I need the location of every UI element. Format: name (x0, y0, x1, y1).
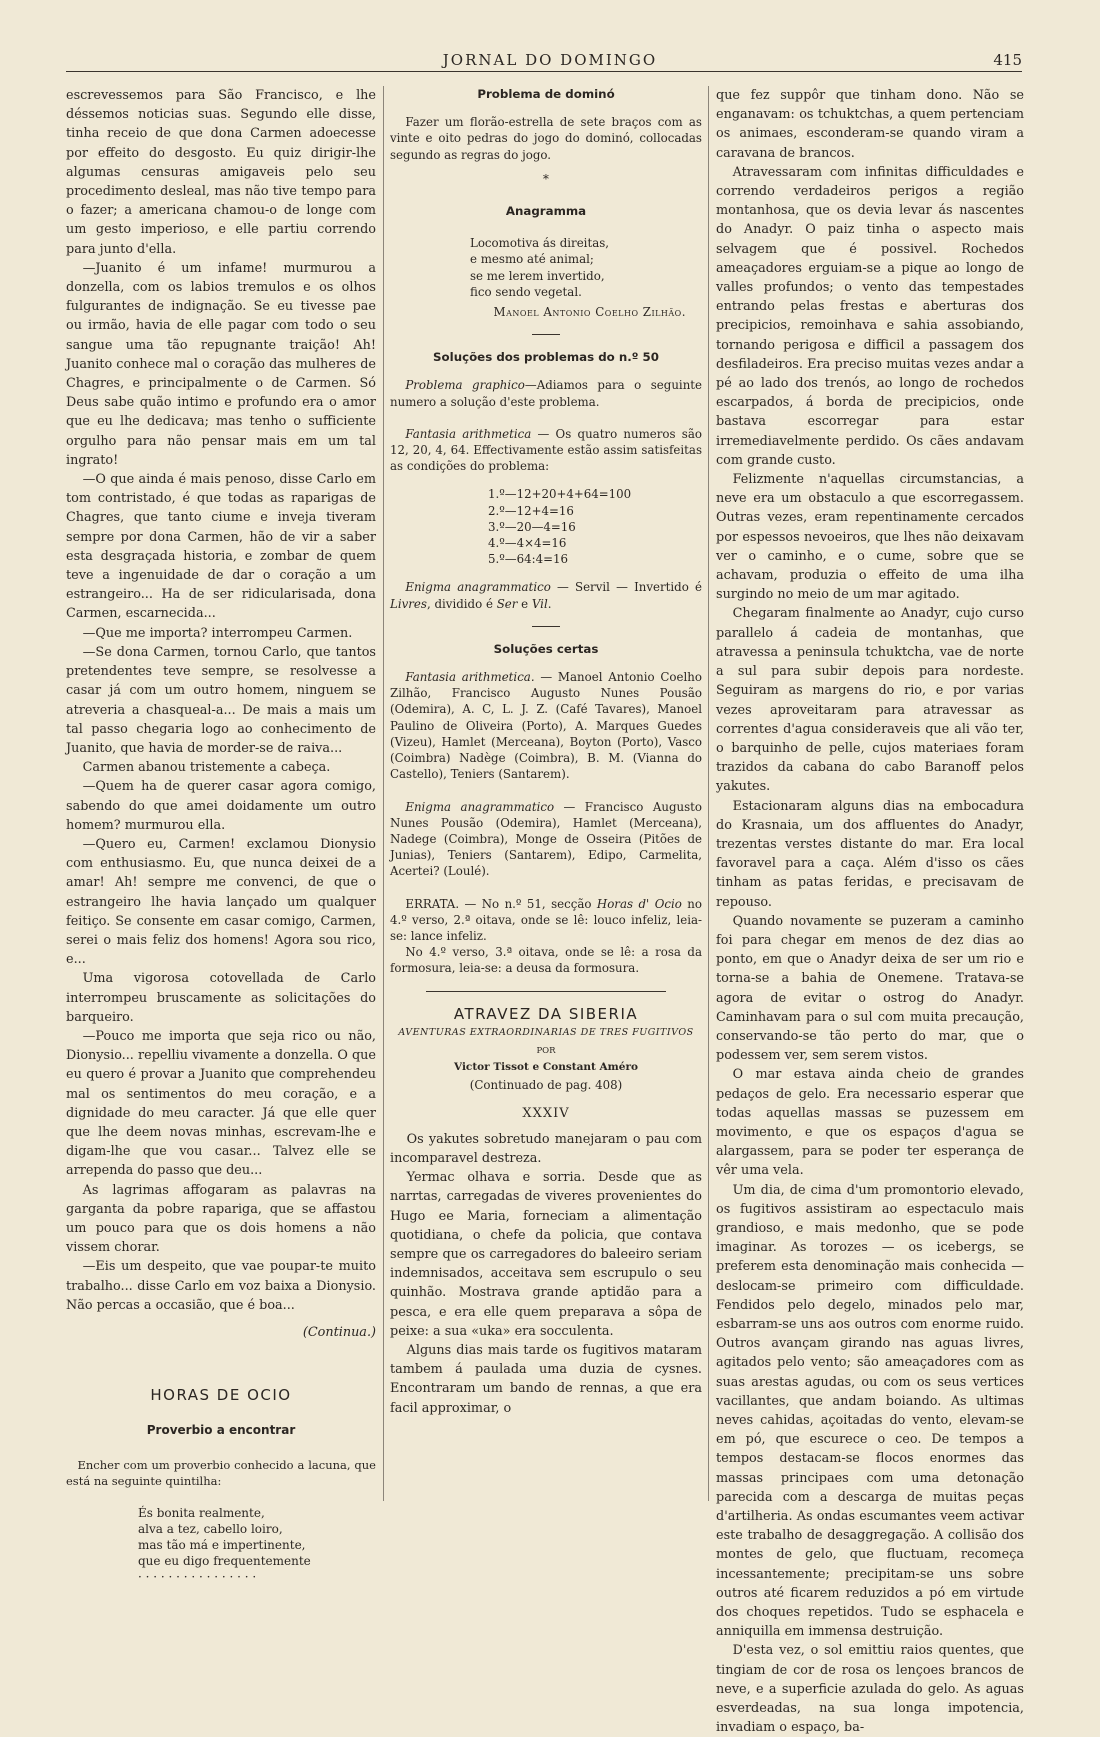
proverbio-intro: Encher com um proverbio conhecido a lacuna, que está na seguinte quintilha: (66, 1457, 376, 1488)
proverbio-title: Proverbio a encontrar (146, 1423, 296, 1438)
math-line: 1.º—12+20+4+64=100 (488, 487, 632, 502)
solution-enigma: Enigma anagrammatico — Servil — Invertido é Livres, dividido é Ser e Vil. (390, 580, 702, 611)
continua-note: (Continua.) (302, 1325, 376, 1340)
section-title-horas-de-ocio: HORAS DE OCIO (150, 1386, 292, 1405)
domino-title: Problema de dominó (477, 87, 615, 101)
column-divider (383, 86, 384, 1501)
paragraph: Estacionaram alguns dias na embocadura do Krasnaia, um dos affluentes do Anadyr, trezentas verstes distante do mar. Era local favoravel para a caça. Além d'isso os cães tinham as patas feridas, e precisavam de repouso. (716, 798, 1024, 910)
column-2 (390, 86, 702, 1418)
certas-title: Soluções certas (493, 641, 599, 656)
paragraph: Os yakutes sobretudo manejaram o pau com incomparavel destreza. (390, 1131, 702, 1166)
verse-line: alva a tez, cabello loiro, (138, 1521, 283, 1536)
authors: Victor Tissot e Constant Améro (453, 1061, 639, 1074)
anagram-author: Manoel Antonio Coelho Zilhão. (493, 305, 686, 320)
short-rule (532, 334, 560, 335)
paragraph: Yermac olhava e sorria. Desde que as narrtas, carregadas de viveres provenientes do Hugo ee Maria, forneciam a alimentação quotidiana, o chefe da policia, que contava sempre que os carregadores do baleeiro seriam indemnisados, acceitava sem escrupulo o seu quinhão. Mostrava grande aptidão para a pesca, e era elle quem preparava a sôpa de peixe: a sua «uka» era socculenta. (390, 1170, 702, 1339)
math-line: 2.º—12+4=16 (488, 503, 574, 518)
verse-line: se me lerem invertido, (470, 268, 605, 283)
verse-line: fico sendo vegetal. (470, 284, 582, 299)
verse-line: mas tão má e impertinente, (138, 1537, 306, 1552)
paragraph: As lagrimas affogaram as palavras na garganta da pobre rapariga, que se affastou um pouco para que os dois homens a não vissem chorar. (66, 1182, 376, 1256)
anagram-verse (470, 235, 702, 300)
math-solutions (488, 486, 702, 567)
paragraph: que fez suppôr que tinham dono. Não se enganavam: os tchuktchas, a quem pertenciam os animaes, esconderam-se quando viram a caravana de brancos. (716, 88, 1024, 161)
paragraph: Atravessaram com infinitas difficuldades e correndo verdadeiros perigos a região montanhosa, que os devia levar ás nascentes do Anadyr. O paiz tinha o aspecto mais selvagem que é possivel. Rochedos ameaçadores erguiam-se a pique ao longo de valles profundos; o vento das tempestades entrando pelas frestas e aberturas dos precipicios, remoinhava e sahia assobiando, tornando perigosa e difficil a passagem dos desfiladeiros. Era preciso muitas vezes andar a pé ao lado dos trenós, ao longo de rochedos escarpados, á borda de precipicios, onde bastava escorregar para estar irremediavelmente perdido. Os cães andavam com grande custo. (716, 164, 1024, 468)
paragraph: —O que ainda é mais penoso, disse Carlo em tom contristado, é que todas as raparigas de Chagres, que tanto ciume e inveja tiveram sempre por dona Carmen, hão de vir a saber esta desgraçada historia, e zombar de quem teve a ingenuidade de dar o coração a um estrangeiro... Ha de ser ridicularisada, dona Carmen, escarnecida... (66, 472, 376, 622)
short-rule (532, 626, 560, 627)
solutions-title: Soluções dos problemas do n.º 50 (433, 350, 659, 365)
running-title: JORNAL DO DOMINGO (442, 51, 658, 69)
section-title-atravez: ATRAVEZ DA SIBERIA (453, 1004, 639, 1023)
column-3 (716, 86, 1024, 1737)
long-rule (426, 991, 666, 992)
paragraph: Um dia, de cima d'um promontorio elevado, os fugitivos assistiram ao espectaculo mais grandioso, e mais medonho, que se pode imaginar. As torozes — os icebergs, se preferem esta denominação mais conhecida — deslocam-se primeiro com difficuldade. Fendidos pelo degelo, minados pelo mar, esbarram-se uns aos outros com enorme ruido. Outros avançam girando nas aguas livres, agitados pelo vento; são ameaçadores com as suas arestas agudas, ou com os seus vertices vacillantes, que andam boiando. As ultimas neves cahidas, açoitadas do vento, elevam-se em pó, que escurece o ceo. De tempos a tempos destacam-se flocos enormes das massas principaes com uma detonação parecida com a descarga de muitas peças d'artilheria. As ondas escumantes veem activar este trabalho de desaggregação. A collisão dos montes de gelo, que fluctuam, recomeça incessantemente; precipitam-se uns sobre outros até ficarem reduzidos a pó em virtude dos choques repetidos. Tudo se esphacela e anniquilla em immensa destruição. (716, 1182, 1024, 1640)
paragraph: —Quero eu, Carmen! exclamou Dionysio com enthusiasmo. Eu, que nunca deixei de a amar! Ah! sempre me convenci, de que o estrangeiro lhe havia lançado um qualquer feitiço. Se consente em casar comigo, Carmen, serei o mais feliz dos homens! Agora sou rico, e... (66, 836, 376, 968)
column-divider (708, 86, 709, 1501)
paragraph: Carmen abanou tristemente a cabeça. (82, 760, 331, 776)
paragraph: escrevessemos para São Francisco, e lhe déssemos noticias suas. Segundo elle disse, tinha receio de que dona Carmen adoecesse por effeito do desgosto. Eu quiz dirigir-lhe algumas censuras amigaveis pelo seu procedimento desleal, mas não tive tempo para o fazer; a americana chamou-o de longe com um gesto imperioso, e elle partiu correndo para junto d'ella. (66, 88, 376, 257)
paragraph: O mar estava ainda cheio de grandes pedaços de gelo. Era necessario esperar que todas aquellas massas se puzessem em movimento, e que os espaços d'agua se alargassem, para se poder ter esperança de vêr uma vela. (716, 1067, 1024, 1179)
paragraph: Chegaram finalmente ao Anadyr, cujo curso parallelo á cadeia de montanhas, que atravessa a peninsula tchuktcha, vae de norte a sul para subir depois para nordeste. Seguiram as margens do rio, e por varias vezes aproveitaram para atravessar as correntes d'agua consideraveis que ali vão ter, o barquinho de pelle, cujos materiaes foram trazidos da cabana do cabo Baranoff pelos yakutes. (716, 606, 1024, 795)
math-line: 5.º—64:4=16 (488, 552, 568, 567)
por-label: POR (536, 1045, 556, 1056)
paragraph: Felizmente n'aquellas circumstancias, a neve era um obstaculo a que escorregassem. Outras vezes, eram repentinamente cercados por espessos nevoeiros, que lhes não deixavam ver o caminho, e o cume, sobre que se achavam, produzia o effeito de uma ilha surgindo no meio de um mar agitado. (716, 472, 1024, 603)
verse-line: · · · · · · · · · · · · · · · · (138, 1569, 257, 1584)
errata-2: No 4.º verso, 3.ª oitava, onde se lê: a rosa da formosura, leia-se: a deusa da formosura. (390, 945, 702, 976)
verse-line: e mesmo até animal; (470, 252, 594, 267)
verse-line: És bonita realmente, (138, 1505, 265, 1520)
column-1 (66, 86, 376, 1585)
paragraph: —Pouco me importa que seja rico ou não, Dionysio... repelliu vivamente a donzella. O que eu quero é provar a Juanito que comprehendeu mal os sentimentos do meu coração, e a dignidade do meu caracter. Já que elle quer que lhe deem novas minhas, escrevam-lhe e digam-lhe que vou casar... Talvez elle se arrependa do passo que deu... (66, 1028, 376, 1179)
header-rule (66, 71, 1022, 72)
verse-line: que eu digo frequentemente (138, 1553, 311, 1568)
paragraph: —Que me importa? interrompeu Carmen. (82, 625, 353, 641)
paragraph: Quando novamente se puzeram a caminho foi para chegar em menos de dez dias ao ponto, em que o Anadyr deixa de ser um rio e torna-se a bahia de Onemene. Tratava-se agora de evitar o ostrog do Anadyr. Caminhavam para o sul com muita precaução, conservando-se tão perto do mar, que o podessem ver, sem serem vistos. (716, 913, 1024, 1064)
anagram-title: Anagramma (505, 204, 587, 219)
paragraph: —Eis um despeito, que vae poupar-te muito trabalho... disse Carlo em voz baixa a Dionysio. Não percas a occasião, que é boa... (66, 1259, 376, 1313)
page-number: 415 (993, 51, 1022, 69)
verse-line: Locomotiva ás direitas, (470, 236, 610, 251)
proverbio-verse (138, 1505, 376, 1585)
math-line: 3.º—20—4=16 (488, 519, 576, 534)
atravez-subtitle: AVENTURAS EXTRAORDINARIAS DE TRES FUGITIVOS (398, 1026, 694, 1038)
paragraph: Alguns dias mais tarde os fugitivos mataram tambem á paulada uma duzia de cysnes. Encontraram um bando de rennas, a que era facil approximar, o (390, 1342, 702, 1416)
solution-fantasia: Fantasia arithmetica — Os quatro numeros são 12, 20, 4, 64. Effectivamente estão assim satisfeitas as condições do problema: (390, 426, 702, 474)
continued-note: (Continuado de pag. 408) (469, 1078, 623, 1093)
domino-text: Fazer um florão-estrella de sete braços com as vinte e oito pedras do jogo do dominó, collocadas segundo as regras do jogo. (390, 115, 702, 162)
certas-fantasia: Fantasia arithmetica. — Manoel Antonio Coelho Zilhão, Francisco Augusto Nunes Pousão (Odemira), A. C, L. J. Z. (Café Tavares), Manoel Paulino de Oliveira (Porto), A. Marques Guedes (Vizeu), Hamlet (Merceana), Boyton (Porto), Vasco (Coimbra) Nadège (Coimbra), B. M. (Vianna do Castello), Teniers (Santarem). (390, 670, 702, 782)
star-separator: * (543, 171, 549, 186)
math-line: 4.º—4×4=16 (488, 536, 567, 551)
solution-label: Fantasia arithmetica (405, 426, 532, 441)
paragraph: —Juanito é um infame! murmurou a donzella, com os labios tremulos e os olhos fulgurantes de indignação. Se eu tivesse pae ou irmão, havia de elle pagar com todo o seu sangue uma tão repugnante traição! Ah! Juanito conhece mal o coração das mulheres de Chagres, e principalmente o de Carmen. Só Deus sabe quão intimo e profundo era o amor que eu lhe dedicava; mas tenho o sufficiente orgulho para não pensar mais em um tal ingrato! (66, 260, 376, 468)
paragraph: Uma vigorosa cotovellada de Carlo interrompeu bruscamente as solicitações do barqueiro. (66, 971, 376, 1025)
paragraph: —Quem ha de querer casar agora comigo, sabendo do que amei doidamente um outro homem? murmurou ella. (66, 779, 376, 833)
paragraph: —Se dona Carmen, tornou Carlo, que tantos pretendentes teve sempre, se resolvesse a casar já com um outro homem, ninguem se atreveria a chasqueal-a... De mais a mais um tal passo chegaria logo ao conhecimento de Juanito, que havia de morder-se de raiva... (66, 644, 376, 756)
errata-1: ERRATA. — No n.º 51, secção Horas d' Ocio no 4.º verso, 2.ª oitava, onde se lê: louco infeliz, leia-se: lance infeliz. (390, 896, 702, 943)
solution-graphico: Problema graphico—Adiamos para o seguinte numero a solução d'este problema. (390, 378, 703, 409)
chapter-number: XXXIV (522, 1105, 570, 1121)
paragraph: D'esta vez, o sol emittiu raios quentes, que tingiam de cor de rosa os lençoes brancos de neve, e a superficie azulada do gelo. As aguas esverdeadas, na sua longa impotencia, invadiam o espaço, ba- (716, 1643, 1024, 1736)
certas-enigma: Enigma anagrammatico — Francisco Augusto Nunes Pousão (Odemira), Hamlet (Merceana), Nadege (Coimbra), Monge de Osseira (Pitões de Junias), Teniers (Santarem), Edipo, Carmelita, Acertei? (Loulé). (390, 799, 702, 879)
solution-label: Problema graphico (405, 378, 525, 393)
